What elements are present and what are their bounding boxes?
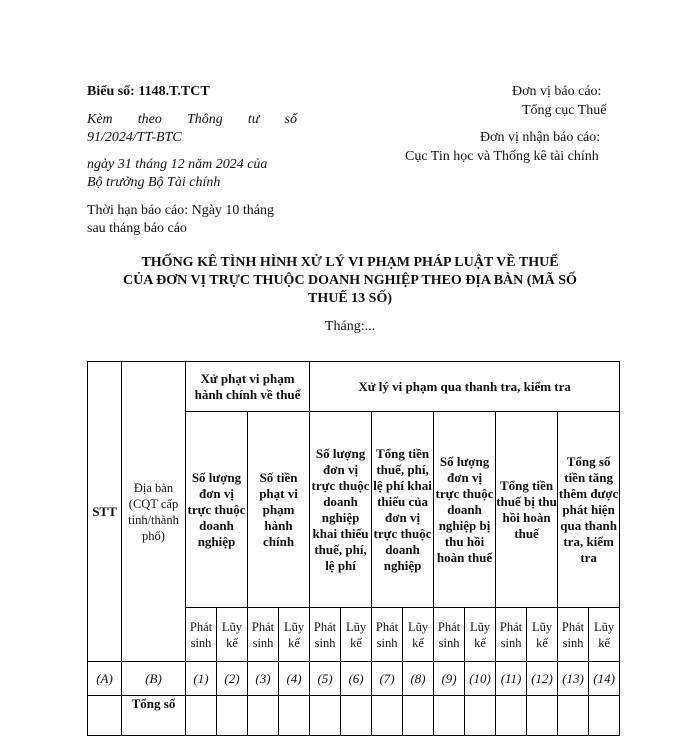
column-code: (B): [122, 662, 186, 696]
report-title-line-2: CỦA ĐƠN VỊ TRỰC THUỘC DOANH NGHIỆP THEO ĐỊA BÀN (MÃ SỐ: [123, 273, 577, 288]
receiving-unit-label: Đơn vị nhận báo cáo:: [480, 130, 601, 145]
total-row-label: Tổng số: [122, 696, 186, 736]
table-cell: [589, 696, 620, 736]
header-metric-4: Tổng tiền thuế, phí, lệ phí khai thiếu của đơn vị trực thuộc doanh nghiệp: [372, 412, 434, 608]
table-cell: [217, 696, 248, 736]
header-metric-1: Số lượng đơn vị trực thuộc doanh nghiệp: [186, 412, 248, 608]
table-cell: [186, 696, 217, 736]
reporting-unit-value: Tổng cục Thuế: [522, 103, 607, 118]
column-code: (A): [88, 662, 122, 696]
table-cell: [310, 696, 341, 736]
receiving-unit-value: Cục Tin học và Thống kê tài chính: [405, 149, 599, 164]
report-table: [87, 361, 620, 736]
column-code: (11): [496, 662, 527, 696]
header-group-admin: Xử phạt vi phạm hành chính về thuế: [186, 362, 310, 412]
report-title-line-1: THỐNG KÊ TÌNH HÌNH XỬ LÝ VI PHẠM PHÁP LUẬT VỀ THUẾ: [141, 255, 559, 270]
column-code: (14): [589, 662, 620, 696]
header-metric-3: Số lượng đơn vị trực thuộc doanh nghiệp khai thiếu thuế, phí, lệ phí: [310, 412, 372, 608]
subheader-accum: Lũy kế: [279, 608, 310, 662]
header-metric-6: Tổng tiền thuế bị thu hồi hoàn thuế: [496, 412, 558, 608]
table-cell: [372, 696, 403, 736]
subheader-arising: Phát sinh: [310, 608, 341, 662]
subheader-arising: Phát sinh: [248, 608, 279, 662]
subheader-arising: Phát sinh: [558, 608, 589, 662]
header-area: Địa bàn (CQT cấp tỉnh/thành phố): [122, 362, 186, 662]
column-code: (1): [186, 662, 217, 696]
column-code: (4): [279, 662, 310, 696]
table-cell: [527, 696, 558, 736]
subheader-accum: Lũy kế: [465, 608, 496, 662]
subheader-arising: Phát sinh: [186, 608, 217, 662]
report-title-line-3: THUẾ 13 SỐ): [307, 291, 392, 306]
subheader-accum: Lũy kế: [589, 608, 620, 662]
table-row-stt: [88, 696, 122, 736]
column-code: (13): [558, 662, 589, 696]
deadline-line-2: sau tháng báo cáo: [87, 221, 187, 236]
header-metric-5: Số lượng đơn vị trực thuộc doanh nghiệp bị thu hồi hoàn thuế: [434, 412, 496, 608]
table-cell: [341, 696, 372, 736]
report-month: Tháng:...: [324, 319, 376, 334]
subheader-arising: Phát sinh: [434, 608, 465, 662]
column-code: (10): [465, 662, 496, 696]
table-cell: [434, 696, 465, 736]
table-cell: [403, 696, 434, 736]
deadline-line-1: Thời hạn báo cáo: Ngày 10 tháng: [87, 203, 275, 218]
circular-line-1: Kèm theo Thông tư số: [87, 112, 297, 127]
table-cell: [558, 696, 589, 736]
subheader-accum: Lũy kế: [341, 608, 372, 662]
header-group-inspection: Xử lý vi phạm qua thanh tra, kiểm tra: [310, 362, 620, 412]
reporting-unit-label: Đơn vị báo cáo:: [512, 84, 602, 99]
table-cell: [496, 696, 527, 736]
column-code: (2): [217, 662, 248, 696]
form-code: Biểu số: 1148.T.TCT: [87, 84, 210, 99]
column-code: (5): [310, 662, 341, 696]
column-code: (12): [527, 662, 558, 696]
subheader-accum: Lũy kế: [527, 608, 558, 662]
table-cell: [248, 696, 279, 736]
subheader-accum: Lũy kế: [403, 608, 434, 662]
header-metric-7: Tổng số tiền tăng thêm được phát hiện qua thanh tra, kiểm tra: [558, 412, 620, 608]
column-code: (8): [403, 662, 434, 696]
decision-date-line-1: ngày 31 tháng 12 năm 2024 của: [87, 157, 268, 172]
subheader-accum: Lũy kế: [217, 608, 248, 662]
header-stt: STT: [88, 362, 122, 662]
table-cell: [465, 696, 496, 736]
column-code: (3): [248, 662, 279, 696]
circular-line-2: 91/2024/TT-BTC: [87, 130, 182, 145]
column-code: (6): [341, 662, 372, 696]
column-code: (9): [434, 662, 465, 696]
decision-date-line-2: Bộ trưởng Bộ Tài chính: [87, 175, 221, 190]
header-metric-2: Số tiền phạt vi phạm hành chính: [248, 412, 310, 608]
subheader-arising: Phát sinh: [372, 608, 403, 662]
column-code: (7): [372, 662, 403, 696]
subheader-arising: Phát sinh: [496, 608, 527, 662]
table-cell: [279, 696, 310, 736]
